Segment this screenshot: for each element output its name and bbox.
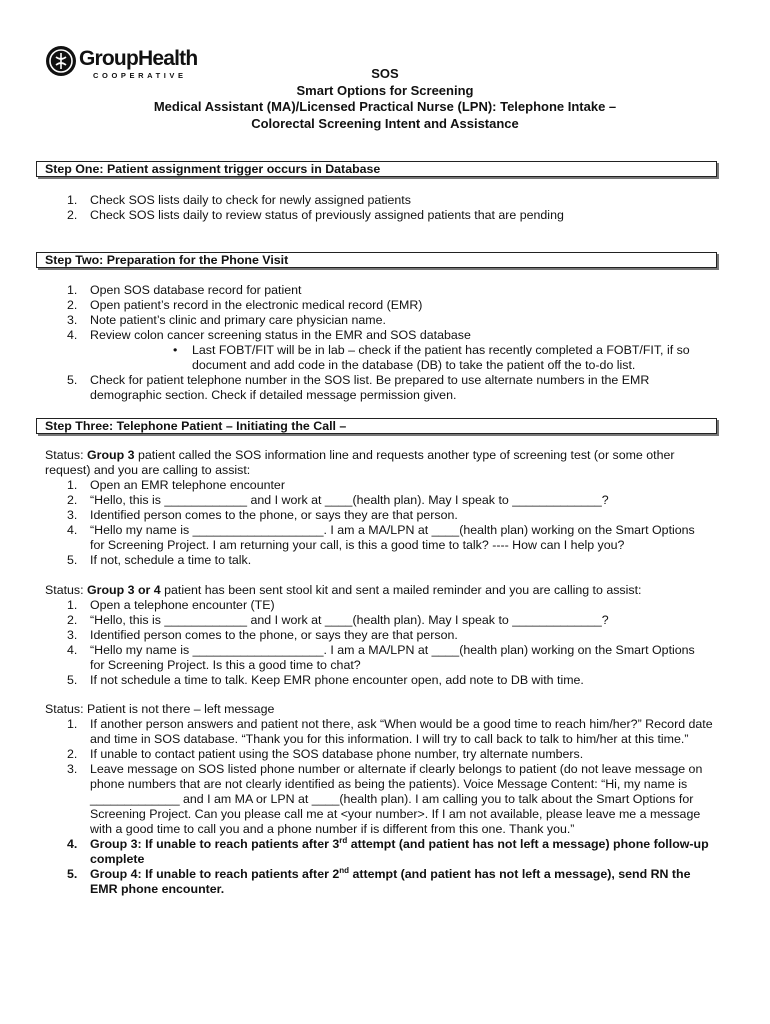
list-item: 3. Leave message on SOS listed phone number or alternate if clearly belongs to patient (do not leave message on (67, 762, 703, 776)
list-item: 2. If unable to contact patient using the SOS database phone number, try alternate numbers. (67, 747, 584, 761)
title-line-3: Medical Assistant (MA)/Licensed Practical Nurse (LPN): Telephone Intake – (153, 99, 617, 114)
list-item: 4. “Hello my name is ___________________. I am a MA/LPN at ____(health plan) working on the Smart Options (67, 643, 695, 657)
status-line-continued: request) and you are calling to assist: (45, 463, 251, 477)
status-line: Status: Group 3 patient called the SOS information line and requests another type of screening test (or some other (45, 448, 675, 462)
status-group-3-or-4 (45, 583, 735, 688)
list-item: 4. “Hello my name is ___________________. I am a MA/LPN at ____(health plan) working on the Smart Options (67, 523, 695, 537)
title-line-1: SOS (371, 66, 399, 81)
list-item: 1. If another person answers and patient not there, ask “When would be a good time to reach him/her?” Record date (67, 717, 713, 731)
list-item: 5. If not schedule a time to talk. Keep EMR phone encounter open, add note to DB with time. (67, 673, 584, 687)
status-line: Status: Group 3 or 4 patient has been sent stool kit and sent a mailed reminder and you are calling to assist: (45, 583, 642, 597)
list-item: 2. Check SOS lists daily to review status of previously assigned patients that are pending (67, 208, 564, 222)
list-item-continued: Screening Project. Can you please call me at <your number>. If I am not available, please leave me a message (90, 807, 701, 821)
list-item: 5. If not, schedule a time to talk. (67, 553, 252, 567)
title-line-4: Colorectal Screening Intent and Assistance (251, 115, 519, 131)
list-item: 1. Open an EMR telephone encounter (67, 478, 285, 492)
list-item-continued: demographic section. Check if detailed message permission given. (90, 388, 457, 402)
list-item: 1. Open a telephone encounter (TE) (67, 598, 275, 612)
list-item: 2. “Hello, this is ____________ and I work at ____(health plan). May I speak to _____________? (67, 493, 609, 507)
list-item: 2. Open patient’s record in the electronic medical record (EMR) (67, 298, 423, 312)
list-item: 3. Note patient’s clinic and primary care physician name. (67, 313, 386, 327)
logo-subtitle: COOPERATIVE (93, 71, 187, 80)
list-item-continued: with a good time to call you and a phone number if is different from this one. Thank you.” (90, 822, 575, 836)
step-one-list (45, 193, 735, 223)
list-item: 5. Check for patient telephone number in the SOS list. Be prepared to use alternate numbers in the EMR (67, 373, 650, 387)
list-item: 1. Open SOS database record for patient (67, 283, 302, 297)
list-item-continued: phone numbers that are not clearly identified as being the patients). Voice Message Content: “Hi, my name is (90, 777, 688, 791)
bullet-icon: • (173, 343, 178, 357)
bullet-item: • Last FOBT/FIT will be in lab – check if the patient has recently completed a FOBT/FIT, if so (173, 343, 690, 357)
step-two-heading: Step Two: Preparation for the Phone Visit (36, 252, 717, 268)
list-item-continued: for Screening Project. Is this a good time to chat? (90, 658, 361, 672)
bullet-item-continued: document and add code in the database (DB) to take the patient off the to-do list. (192, 358, 636, 372)
status-line: Status: Patient is not there – left message (45, 702, 275, 716)
list-item-continued: EMR phone encounter. (90, 882, 225, 896)
list-item-continued: complete (90, 852, 145, 866)
list-item: 1. Check SOS lists daily to check for newly assigned patients (67, 193, 411, 207)
list-item: 4. Group 3: If unable to reach patients after 3rd attempt (and patient has not left a message) phone follow-up (67, 836, 709, 851)
logo-name: GroupHealth (79, 47, 198, 70)
title-line-2: Smart Options for Screening (296, 82, 474, 98)
list-item-continued: for Screening Project. I am returning your call, is this a good time to talk? ---- How can I help you? (90, 538, 625, 552)
list-item: 4. Review colon cancer screening status in the EMR and SOS database (67, 328, 471, 342)
step-three-heading: Step Three: Telephone Patient – Initiating the Call – (36, 418, 717, 434)
list-item: 2. “Hello, this is ____________ and I work at ____(health plan). May I speak to _____________? (67, 613, 609, 627)
step-two-list (45, 283, 735, 403)
list-item: 3. Identified person comes to the phone, or says they are that person. (67, 508, 458, 522)
status-left-message (45, 702, 735, 897)
list-item: 5. Group 4: If unable to reach patients after 2nd attempt (and patient has not left a message), send RN the (67, 866, 691, 881)
status-group-3 (45, 448, 735, 568)
list-item: 3. Identified person comes to the phone, or says they are that person. (67, 628, 458, 642)
list-item-continued: _____________ and I am MA or LPN at ____(health plan). I am calling you to talk about the Smart Options for (90, 792, 694, 806)
list-item-continued: and time in SOS database. “Thank you for this information. I will try to call back to talk to him/her at this time.” (90, 732, 689, 746)
document-title (0, 66, 770, 132)
step-one-heading: Step One: Patient assignment trigger occurs in Database (36, 161, 717, 177)
